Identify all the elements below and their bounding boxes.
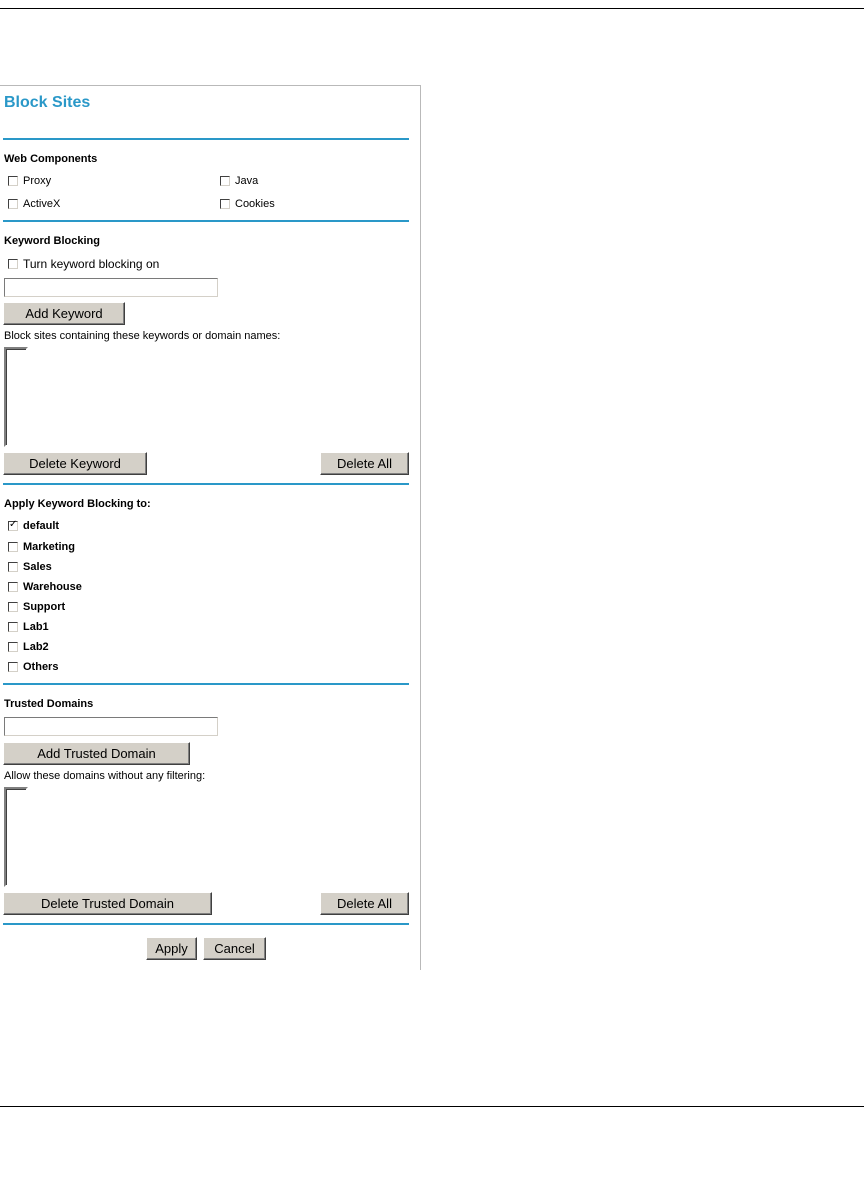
proxy-label: Proxy	[23, 175, 52, 187]
cookies-option[interactable]	[220, 198, 275, 210]
section-divider	[3, 138, 409, 140]
page-top-rule	[0, 8, 864, 9]
java-checkbox[interactable]	[220, 176, 230, 186]
group-option-others[interactable]	[8, 661, 58, 673]
section-divider	[3, 923, 409, 925]
group-label: Lab1	[23, 621, 49, 633]
proxy-checkbox[interactable]	[8, 176, 18, 186]
web-components-heading: Web Components	[4, 153, 98, 165]
group-label: Lab2	[23, 641, 49, 653]
trusted-domain-list[interactable]	[4, 787, 28, 887]
group-checkbox-marketing[interactable]	[8, 542, 18, 552]
group-option-support[interactable]	[8, 601, 65, 613]
apply-keyword-blocking-heading: Apply Keyword Blocking to:	[4, 498, 151, 510]
group-label: Warehouse	[23, 581, 82, 593]
activex-checkbox[interactable]	[8, 199, 18, 209]
group-checkbox-default[interactable]	[8, 521, 18, 531]
keyword-input[interactable]	[4, 278, 218, 297]
page-title: Block Sites	[4, 94, 91, 111]
group-option-warehouse[interactable]	[8, 581, 82, 593]
activex-option[interactable]	[8, 198, 60, 210]
cookies-checkbox[interactable]	[220, 199, 230, 209]
page-bottom-rule	[0, 1106, 864, 1107]
block-sites-panel	[0, 85, 421, 970]
group-option-sales[interactable]	[8, 561, 52, 573]
delete-keyword-button[interactable]: Delete Keyword	[3, 452, 147, 475]
keyword-list[interactable]	[4, 347, 28, 447]
delete-all-keywords-button[interactable]: Delete All	[320, 452, 409, 475]
keyword-blocking-heading: Keyword Blocking	[4, 235, 100, 247]
group-checkbox-lab2[interactable]	[8, 642, 18, 652]
group-checkbox-warehouse[interactable]	[8, 582, 18, 592]
cookies-label: Cookies	[235, 198, 275, 210]
group-option-lab2[interactable]	[8, 641, 49, 653]
group-label: default	[23, 520, 60, 532]
group-label: Marketing	[23, 541, 75, 553]
keyword-blocking-toggle-label: Turn keyword blocking on	[23, 257, 160, 271]
group-checkbox-sales[interactable]	[8, 562, 18, 572]
keyword-list-caption: Block sites containing these keywords or domain names:	[4, 330, 281, 342]
cancel-button[interactable]: Cancel	[203, 937, 266, 960]
group-checkbox-others[interactable]	[8, 662, 18, 672]
trusted-domain-input[interactable]	[4, 717, 218, 736]
section-divider	[3, 220, 409, 222]
group-label: Sales	[23, 561, 52, 573]
group-option-marketing[interactable]	[8, 541, 75, 553]
group-label: Support	[23, 601, 66, 613]
add-trusted-domain-button[interactable]: Add Trusted Domain	[3, 742, 190, 765]
proxy-option[interactable]	[8, 175, 51, 187]
java-label: Java	[235, 175, 259, 187]
keyword-blocking-checkbox[interactable]	[8, 259, 18, 269]
activex-label: ActiveX	[23, 198, 61, 210]
group-checkbox-support[interactable]	[8, 602, 18, 612]
trusted-domain-list-caption: Allow these domains without any filtering:	[4, 770, 206, 782]
group-label: Others	[23, 661, 59, 673]
section-divider	[3, 483, 409, 485]
group-option-lab1[interactable]	[8, 621, 49, 633]
java-option[interactable]	[220, 175, 258, 187]
apply-button[interactable]: Apply	[146, 937, 197, 960]
section-divider	[3, 683, 409, 685]
keyword-blocking-toggle[interactable]	[8, 257, 159, 271]
group-option-default[interactable]	[8, 520, 59, 532]
add-keyword-button[interactable]: Add Keyword	[3, 302, 125, 325]
trusted-domains-heading: Trusted Domains	[4, 698, 94, 710]
delete-all-domains-button[interactable]: Delete All	[320, 892, 409, 915]
group-checkbox-lab1[interactable]	[8, 622, 18, 632]
delete-trusted-domain-button[interactable]: Delete Trusted Domain	[3, 892, 212, 915]
